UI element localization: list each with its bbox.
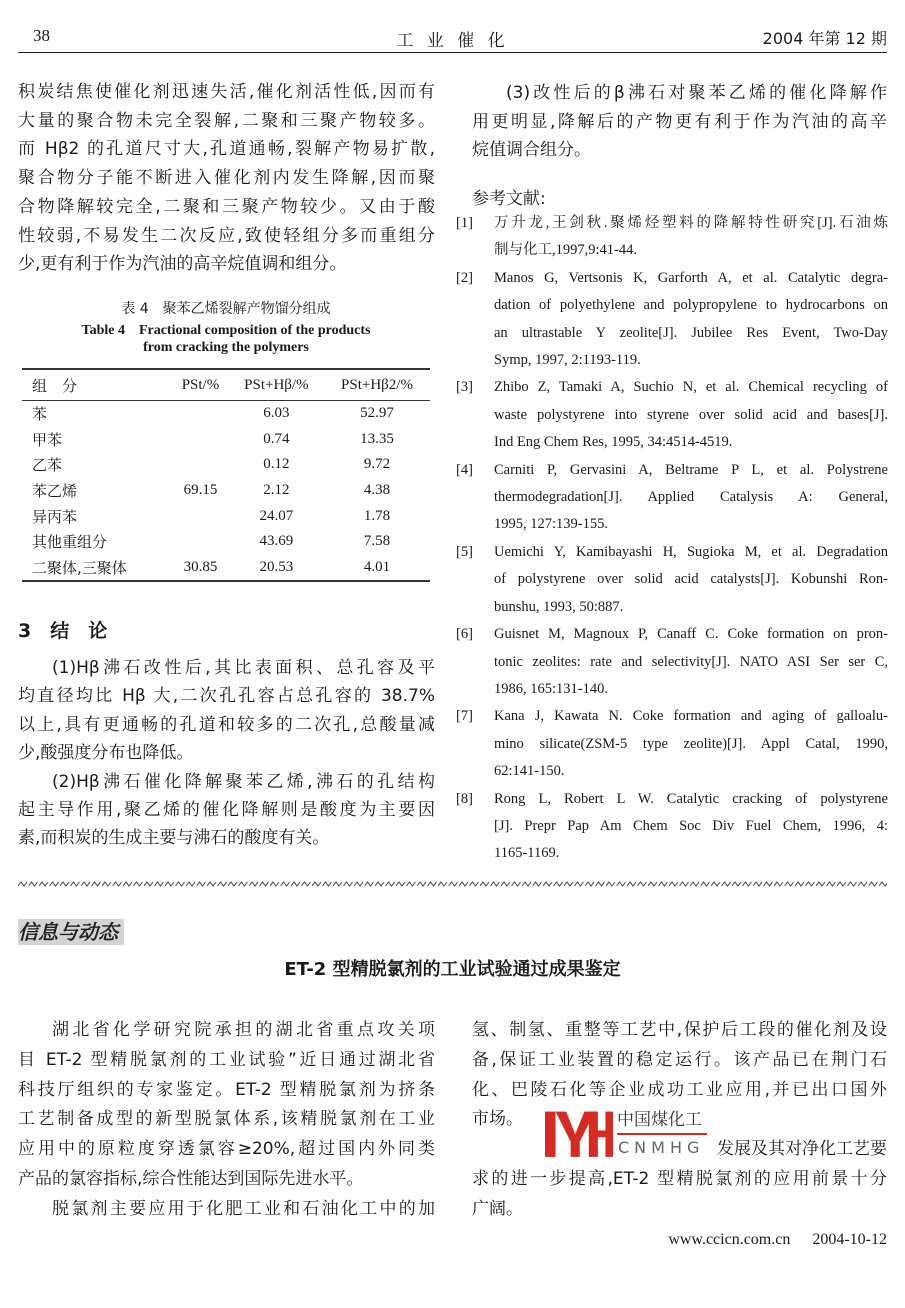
table-cell: 69.15 (183, 482, 218, 499)
table-header-row (22, 369, 430, 401)
text-line: 科技厅组织的专家鉴定。ET-2 型精脱氯剂为挤条 (18, 1079, 435, 1100)
reference-line: thermodegradation[J]. Applied Catalysis A: General, (494, 489, 888, 506)
cnmhg-logo-icon (545, 1109, 613, 1161)
column-header: PSt/% (181, 376, 220, 393)
reference-line: 1986, 165:131-140. (494, 680, 608, 697)
table-row (22, 401, 430, 427)
text-line: 化、巴陵石化等企业成功工业应用,并已出口国外 (472, 1079, 887, 1100)
table-cell: 二聚体,三聚体 (32, 558, 127, 577)
reference-line: 1995, 127:139-155. (494, 516, 608, 533)
text-line: 脱氯剂主要应用于化肥工业和石油化工中的加 (52, 1198, 435, 1219)
reference-label: [1] (456, 215, 473, 231)
text-line: 用更明显,降解后的产物更有利于作为汽油的高辛 (472, 111, 887, 132)
table-cell: 4.01 (363, 558, 391, 575)
header-rule (18, 52, 887, 53)
table-row (22, 503, 430, 529)
reference-line: Symp, 1997, 2:1193-119. (494, 352, 641, 369)
table-cell: 9.72 (363, 456, 391, 473)
text-line: 备,保证工业装置的稳定运行。该产品已在荆门石 (472, 1049, 887, 1070)
table-cell: 2.12 (263, 482, 290, 499)
source-url[interactable]: www.ccicn.com.cn (668, 1231, 791, 1248)
table-row (22, 555, 430, 582)
news-source (668, 1231, 887, 1249)
table-cell: 苯 (32, 405, 48, 424)
text-line: 合物降解较完全,二聚和三聚产物较少。又由于酸 (18, 196, 435, 217)
reference-line: of polystyrene over solid acid catalysts[J]. Kobunshi Ron- (494, 571, 888, 588)
text-line: 广阔。 (472, 1198, 523, 1219)
table-cell: 其他重组分 (32, 533, 108, 552)
reference-item (456, 457, 888, 539)
text-line: (3)改性后的β沸石对聚苯乙烯的催化降解作 (506, 83, 887, 103)
table-cell: 43.69 (259, 533, 294, 550)
reference-item (456, 374, 888, 456)
reference-line: Manos G, Vertsonis K, Garforth A, et al. Catalytic degra- (494, 269, 888, 286)
table-caption-en: Table 4 Fractional composition of the products (81, 323, 371, 338)
reference-line: mino silicate(ZSM-5 type zeolite)[J]. Appl Catal, 1990, (494, 735, 888, 752)
text-line: 工艺制备成型的新型脱氯体系,该精脱氯剂在工业 (18, 1109, 435, 1130)
references-title: 参考文献: (472, 189, 546, 209)
table-cell: 20.53 (259, 558, 294, 575)
issue-label: 2004 年第 12 期 (762, 29, 887, 48)
news-section-tag: 信息与动态 (18, 919, 124, 945)
table-cell: 0.12 (263, 456, 290, 473)
table-caption-en-2: from cracking the polymers (143, 340, 309, 355)
reference-label: [7] (456, 708, 473, 725)
column-header: PSt+Hβ2/% (341, 376, 413, 393)
reference-label: [4] (456, 461, 473, 478)
table-cell: 6.03 (263, 405, 290, 422)
table-cell (172, 503, 229, 529)
text-line: 少,更有利于作为汽油的高辛烷值调和组分。 (18, 254, 347, 275)
text-line: 求的进一步提高,ET-2 型精脱氯剂的应用前景十分 (472, 1169, 887, 1189)
reference-line: Zhibo Z, Tamaki A, Suchio N, et al. Chemical recycling of (494, 379, 888, 396)
table-cell: 13.35 (360, 430, 394, 447)
column-header: 组 分 (32, 376, 78, 395)
text-line: 起主导作用,聚乙烯的催化降解则是酸度为主要因 (18, 800, 435, 820)
table-row (22, 529, 430, 555)
reference-line: Guisnet M, Magnoux P, Canaff C. Coke formation on pron- (494, 626, 888, 643)
reference-label: [2] (456, 269, 473, 286)
reference-item (456, 621, 888, 703)
reference-item (456, 265, 888, 375)
table-cell (172, 427, 229, 453)
table-cell: 甲苯 (32, 430, 63, 449)
text-line: 而 Hβ2 的孔道尺寸大,孔道通畅,裂解产物易扩散, (18, 139, 435, 160)
table-row (22, 452, 430, 478)
text-line: 均直径均比 Hβ 大,二次孔孔容占总孔容的 38.7% (18, 686, 435, 707)
table-cell: 52.97 (360, 405, 394, 422)
text-line: 聚合物分子能不断进入催化剂内发生降解,因而聚 (18, 168, 435, 189)
text-line: 少,酸强度分布也降低。 (18, 743, 194, 764)
table-cell (172, 529, 229, 555)
reference-line: 62:141-150. (494, 763, 565, 780)
table-caption-cn: 表 4 聚苯乙烯裂解产物馏分组成 (121, 301, 331, 317)
text-line: 产品的氯容指标,综合性能达到国际先进水平。 (18, 1169, 364, 1189)
text-line: 市场。 (472, 1109, 523, 1130)
reference-line: dation of polyethylene and polypropylene to hydrocarbons on (494, 297, 888, 314)
watermark-text-cn: 中国煤化工 (617, 1110, 702, 1130)
reference-item (456, 703, 888, 785)
table-cell: 乙苯 (32, 456, 63, 475)
text-line: 大量的聚合物未完全裂解,二聚和三聚产物较多。 (18, 110, 435, 131)
table-cell: 24.07 (259, 507, 294, 524)
table-row (22, 478, 430, 504)
section-heading: 3 结 论 (18, 620, 108, 642)
table-cell: 1.78 (363, 507, 391, 524)
reference-line: Carniti P, Gervasini A, Beltrame P L, et al. Polystrene (494, 461, 888, 478)
reference-item (456, 786, 888, 868)
reference-line: Kana J, Kawata N. Coke formation and aging of galloalu- (494, 708, 888, 725)
section-separator (18, 878, 887, 890)
table-cell: 7.58 (363, 533, 391, 550)
text-line: 烷值调合组分。 (472, 140, 591, 161)
fraction-table (22, 368, 430, 582)
reference-line: [J]. Prepr Pap Am Chem Soc Div Fuel Chem, 1996, 4: (494, 817, 888, 834)
table-row (22, 427, 430, 453)
text-line: 湖北省化学研究院承担的湖北省重点攻关项 (52, 1020, 435, 1040)
text-line: 性较弱,不易发生二次反应,致使轻组分多而重组分 (18, 225, 435, 246)
reference-line: Uemichi Y, Kamibayashi H, Sugioka M, et al. Degradation (494, 543, 888, 560)
watermark-logo (545, 1108, 711, 1164)
text-line: 发展及其对净化工艺要 (717, 1139, 887, 1160)
reference-line: Rong L, Robert L W. Catalytic cracking of polystyrene (494, 790, 888, 807)
text-line: (1)Hβ沸石改性后,其比表面积、总孔容及平 (52, 658, 435, 678)
table-cell: 苯乙烯 (32, 482, 78, 501)
reference-list (456, 210, 888, 868)
reference-line: tonic zeolites: rate and selectivity[J]. NATO ASI Ser ser C, (494, 653, 888, 670)
table-cell: 30.85 (183, 558, 218, 575)
table-cell (172, 401, 229, 427)
reference-label: [3] (456, 379, 473, 396)
reference-line: bunshu, 1993, 50:887. (494, 598, 624, 615)
reference-line: waste polystyrene into styrene over solid acid and bases[J]. (494, 406, 888, 423)
column-header: PSt+Hβ/% (244, 376, 309, 393)
reference-label: [5] (456, 543, 473, 560)
reference-line: 制与化工,1997,9:41-44. (494, 242, 637, 259)
text-line: 积炭结焦使催化剂迅速失活,催化剂活性低,因而有 (18, 82, 435, 102)
watermark-rule (617, 1133, 707, 1135)
reference-item (456, 539, 888, 621)
page-number: 38 (33, 26, 50, 45)
news-title: ET-2 型精脱氯剂的工业试验通过成果鉴定 (284, 959, 621, 980)
text-line: 应用中的原粒度穿透氯容≥20%,超过国内外同类 (18, 1139, 435, 1160)
source-date: 2004-10-12 (812, 1231, 887, 1248)
reference-label: [8] (456, 790, 473, 807)
reference-line: 1165-1169. (494, 845, 560, 862)
table-cell: 0.74 (263, 430, 290, 447)
journal-name: 工 业 催 化 (396, 31, 509, 51)
text-line: 素,而积炭的生成主要与沸石的酸度有关。 (18, 828, 330, 849)
text-line: 以上,具有更通畅的孔道和较多的二次孔,总酸量减 (18, 714, 435, 735)
text-line: 氢、制氢、重整等工艺中,保护后工段的催化剂及设 (472, 1020, 887, 1040)
watermark-text-en: CNMHG (618, 1138, 705, 1157)
text-line: (2)Hβ沸石催化降解聚苯乙烯,沸石的孔结构 (52, 771, 435, 792)
reference-line: Ind Eng Chem Res, 1995, 34:4514-4519. (494, 434, 733, 451)
table-cell: 异丙苯 (32, 507, 78, 526)
text-line: 目 ET-2 型精脱氯剂的工业试验”近日通过湖北省 (18, 1049, 435, 1070)
table-cell: 4.38 (363, 482, 391, 499)
reference-line: an ultrastable Y zeolite[J]. Jubilee Res Event, Two-Day (494, 324, 888, 341)
reference-label: [6] (456, 626, 473, 643)
reference-line: 万升龙,王剑秋.聚烯烃塑料的降解特性研究[J].石油炼 (494, 215, 888, 231)
table-cell (172, 452, 229, 478)
reference-item (456, 210, 888, 265)
